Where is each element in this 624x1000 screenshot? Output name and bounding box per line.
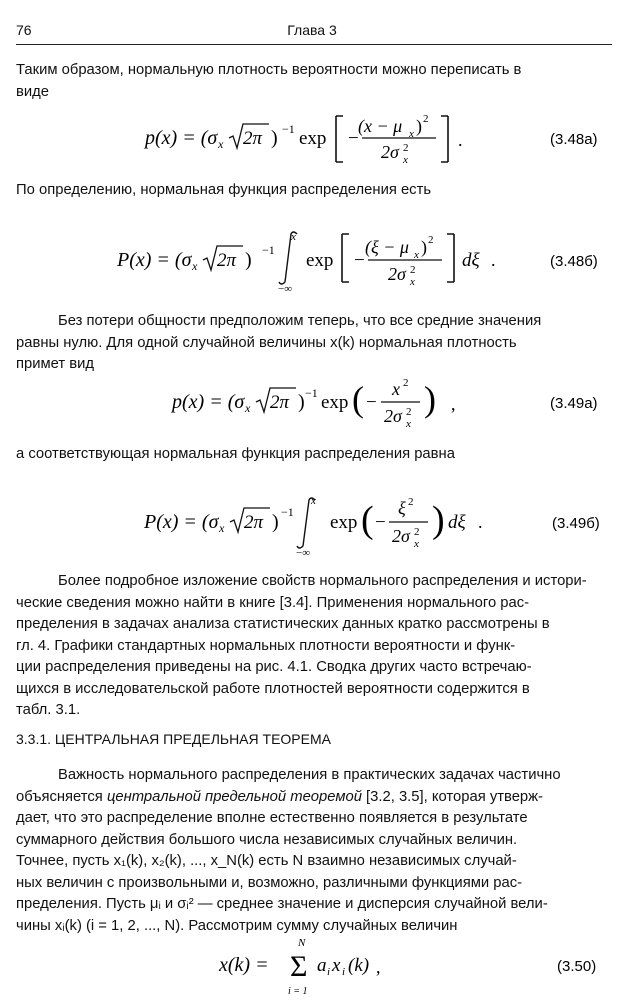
svg-text:): ) xyxy=(421,237,427,257)
svg-text:2: 2 xyxy=(406,406,412,418)
p5-line5: ции распределения приведены на рис. 4.1. Сводка других часто встречаю- xyxy=(16,659,532,675)
svg-text:i: i xyxy=(327,966,331,978)
eq349a-exp: exp xyxy=(321,392,349,413)
eq349a-label: (3.49а) xyxy=(550,395,598,412)
svg-text:2π: 2π xyxy=(217,250,237,271)
svg-text:−: − xyxy=(366,392,377,413)
eq349b-exp: exp xyxy=(330,512,358,533)
p5-line2: ческие сведения можно найти в книге [3.4]. Применения нормального рас- xyxy=(16,594,530,611)
eq349b-int-top: x xyxy=(311,495,316,507)
eq349b-dxi: dξ xyxy=(448,512,466,533)
svg-text:−1: −1 xyxy=(305,386,318,400)
svg-text:,: , xyxy=(451,394,456,414)
svg-text:2: 2 xyxy=(408,496,414,508)
p6-line6: ных величин с произвольными и, возможно, различными функциями рас- xyxy=(16,874,523,891)
svg-text:.: . xyxy=(491,250,496,270)
svg-text:.: . xyxy=(458,130,463,150)
svg-text:2π: 2π xyxy=(243,128,263,149)
eq348b-num: (ξ − μ xyxy=(365,237,409,257)
svg-text:−: − xyxy=(348,128,359,149)
eq348a-num: (x − μ xyxy=(358,116,403,136)
svg-text:(k): (k) xyxy=(348,955,370,976)
eq349b-int-bottom: −∞ xyxy=(296,547,311,559)
svg-text:x: x xyxy=(406,418,411,430)
equation-3-50 xyxy=(0,934,624,1000)
svg-text:2: 2 xyxy=(403,377,409,389)
svg-text:x: x xyxy=(414,538,419,550)
p6-line2-a: объясняется xyxy=(16,788,107,805)
eq349b-label: (3.49б) xyxy=(552,515,600,532)
svg-text:−1: −1 xyxy=(281,505,294,519)
eq348b-lhs: P(x) = (σ xyxy=(117,249,192,271)
equation-3-48b xyxy=(0,220,624,296)
svg-text:i: i xyxy=(342,966,346,978)
svg-text:x: x xyxy=(219,521,225,535)
header-rule xyxy=(16,44,612,45)
svg-text:x: x xyxy=(192,259,198,273)
p6-line4: суммарного действия большого числа независимых случайных величин. xyxy=(16,831,518,848)
eq350-body: a xyxy=(317,955,327,976)
eq348b-label: (3.48б) xyxy=(550,253,598,270)
p5-line3: пределения в задачах анализа статистических данных кратко рассмотрены в xyxy=(16,616,550,632)
theorem-term: центральной предельной теоремой xyxy=(106,788,362,805)
eq349a-lhs: p(x) = (σ xyxy=(172,391,245,413)
p6-line8: чины xᵢ(k) (i = 1, 2, ..., N). Рассмотрим сумму случайных величин xyxy=(16,917,458,934)
p6-line1: Важность нормального распределения в практических задачах частично xyxy=(58,767,561,783)
p6-line7: пределения. Пусть μᵢ и σᵢ² — среднее значение и дисперсия случайной вели- xyxy=(16,896,548,912)
p5-line1: Более подробное изложение свойств нормального распределения и истори- xyxy=(58,573,587,589)
svg-text:2π: 2π xyxy=(244,512,264,533)
paragraph-1 xyxy=(16,60,610,103)
chapter-title: Глава 3 xyxy=(287,22,337,38)
svg-text:): ) xyxy=(416,116,422,136)
svg-text:2π: 2π xyxy=(270,392,290,413)
svg-text:−1: −1 xyxy=(282,122,295,136)
eq349b-lhs: P(x) = (σ xyxy=(144,511,219,533)
eq348a-exp: exp xyxy=(299,128,327,149)
svg-text:−1: −1 xyxy=(262,243,275,257)
equation-3-48a xyxy=(0,106,624,172)
svg-text:x: x xyxy=(410,276,415,288)
svg-text:): ) xyxy=(432,499,445,541)
eq350-sum-bottom: i = 1 xyxy=(288,986,308,997)
eq350-sum-top: N xyxy=(298,937,306,949)
page-number: 76 xyxy=(16,22,32,38)
running-header xyxy=(16,22,608,42)
svg-text:2: 2 xyxy=(423,113,429,125)
p3-line3: примет вид xyxy=(16,356,95,372)
p5-line7: табл. 3.1. xyxy=(16,702,81,718)
eq348b-int-top: x xyxy=(291,231,296,243)
p6-line2-b: [3.2, 3.5], которая утверж- xyxy=(361,788,543,805)
eq349b-num: ξ xyxy=(398,498,406,518)
eq348b-exp: exp xyxy=(306,250,334,271)
paragraph-5 xyxy=(16,571,610,722)
svg-text:2: 2 xyxy=(403,142,409,154)
svg-text:x: x xyxy=(409,128,414,140)
svg-text:(: ( xyxy=(352,379,364,419)
p1-line1: Таким образом, нормальную плотность вероятности можно переписать в xyxy=(16,62,522,78)
eq349a-den: 2σ xyxy=(384,406,402,426)
paragraph-2: По определению, нормальная функция распределения есть xyxy=(16,182,432,198)
eq348a-lhs: p(x) = (σ xyxy=(145,127,218,149)
svg-text:Σ: Σ xyxy=(290,950,308,983)
p6-line3: дает, что это распределение вполне естественно появляется в результате xyxy=(16,810,528,826)
eq348a-den: 2σ xyxy=(381,142,399,162)
svg-text:,: , xyxy=(376,957,381,977)
eq348b-int-bottom: −∞ xyxy=(278,283,293,295)
svg-text:x: x xyxy=(403,154,408,166)
eq350-label: (3.50) xyxy=(557,958,597,975)
svg-text:2: 2 xyxy=(410,264,416,276)
svg-text:x: x xyxy=(218,137,224,151)
svg-text:): ) xyxy=(245,249,252,271)
svg-text:x: x xyxy=(414,249,419,261)
eq348a-label: (3.48а) xyxy=(550,131,598,148)
svg-text:(: ( xyxy=(361,499,374,541)
eq349a-num: x xyxy=(392,379,400,399)
eq350-lhs: x(k) = xyxy=(219,954,269,976)
svg-text:2: 2 xyxy=(428,234,434,246)
p6-line2 xyxy=(16,787,610,809)
p6-line5: Точнее, пусть x₁(k), x₂(k), ..., x_N(k) есть N взаимно независимых случай- xyxy=(16,853,517,869)
paragraph-4: а соответствующая нормальная функция распределения равна xyxy=(16,446,455,462)
p5-line6: щихся в исследовательской работе плотностей вероятности содержится в xyxy=(16,680,530,697)
svg-text:.: . xyxy=(478,512,483,532)
svg-text:): ) xyxy=(272,511,279,533)
eq348b-dxi: dξ xyxy=(462,250,480,271)
equation-3-49a xyxy=(0,372,624,434)
p3-line1: Без потери общности предположим теперь, что все средние значения xyxy=(58,313,542,329)
svg-text:−: − xyxy=(375,512,386,533)
paragraph-6 xyxy=(16,765,610,937)
p3-line2: равны нулю. Для одной случайной величины x(k) нормальная плотность xyxy=(16,334,517,351)
svg-text:): ) xyxy=(298,391,305,413)
equation-3-49b xyxy=(0,488,624,560)
svg-text:x: x xyxy=(245,401,251,415)
svg-text:): ) xyxy=(271,127,278,149)
eq349b-den: 2σ xyxy=(392,526,410,546)
p5-line4: гл. 4. Графики стандартных нормальных плотности вероятности и функ- xyxy=(16,637,516,654)
p1-line2: виде xyxy=(16,83,49,100)
svg-text:x: x xyxy=(332,955,341,976)
svg-text:−: − xyxy=(354,250,365,271)
svg-text:2: 2 xyxy=(414,526,420,538)
svg-text:): ) xyxy=(424,379,436,419)
eq348b-den: 2σ xyxy=(388,264,406,284)
section-heading: 3.3.1. ЦЕНТРАЛЬНАЯ ПРЕДЕЛЬНАЯ ТЕОРЕМА xyxy=(16,731,331,747)
paragraph-3 xyxy=(16,311,610,376)
